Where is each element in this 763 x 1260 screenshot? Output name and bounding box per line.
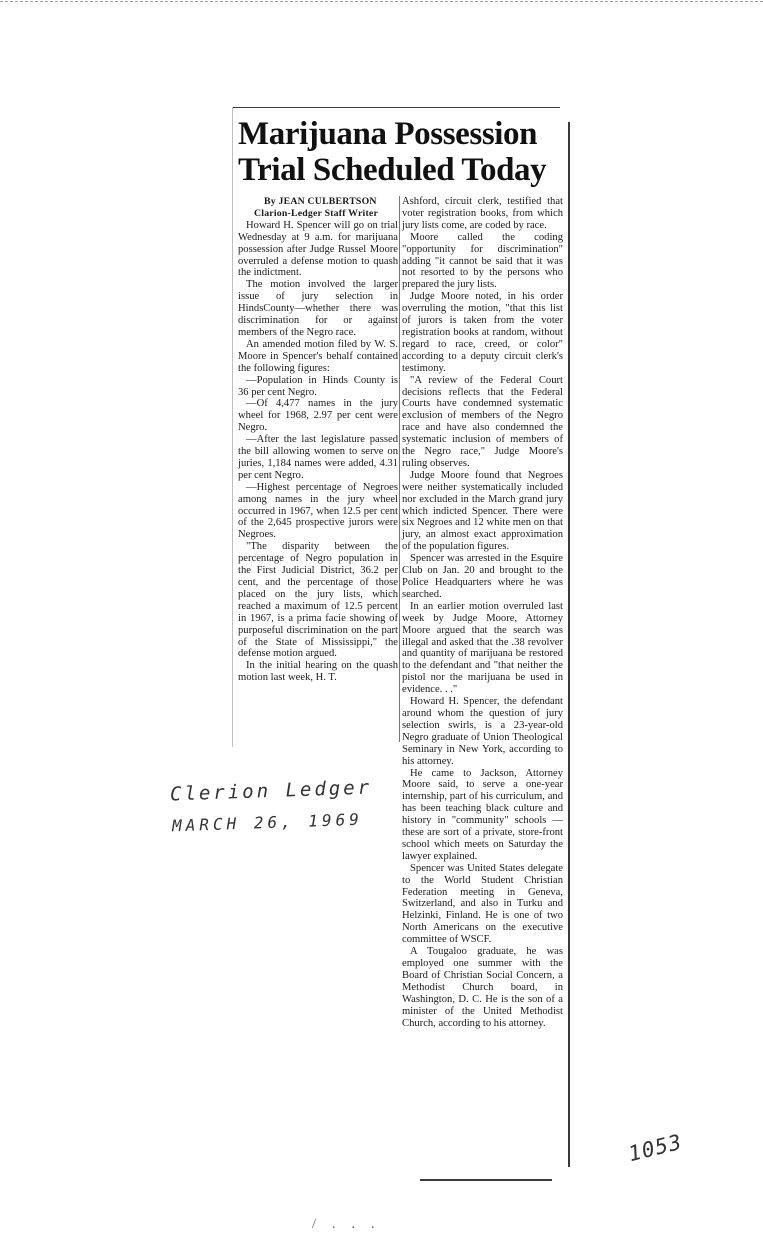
handwritten-date-note: MARCH 26, 1969 [171,809,364,836]
byline-role: Clarion-Ledger Staff Writer [254,207,379,219]
paragraph: A Tougaloo graduate, he was employed one summer with the Board of Christian Social Concern, a Methodist Church board, in Washington, D. C. He is the son of a minister of the United Methodist Church, according to his attorney. [402,946,563,1029]
paragraph: Judge Moore noted, in his order overruling the motion, "that this list of jurors is taken from the voter registration books at random, without regard to race, creed, or color" according to a deputy circuit clerk's testimony. [402,291,563,374]
paragraph: "The disparity between the percentage of Negro population in the First Judicial District, 36.2 per cent, and the percentage of those placed on the jury lists, which reached a maximum of 12.5 percent in 1967, is a prima facie showing of purposeful discrimination on the part of the State of Mississippi," the defense motion argued. [238,541,398,660]
paragraph: Howard H. Spencer, the defendant around whom the question of jury selection swirls, is a 23-year-old Negro graduate of Union Theological Seminary in New York, according to his attorney. [402,696,563,767]
paragraph: In an earlier motion overruled last week by Judge Moore, Attorney Moore argued that the search was illegal and asked that the .38 revolver and quantity of marijuana be restored to the defendant and "that neither the pistol nor the marijuana be used in evidence. . ." [402,600,563,696]
paragraph: Spencer was arrested in the Esquire Club on Jan. 20 and brought to the Police Headquarters where he was searched. [402,553,563,600]
paragraph: An amended motion filed by W. S. Moore in Spencer's behalf contained the following figures: [238,338,398,374]
article-column-left [238,196,398,684]
article-column-right [402,196,563,1029]
column-rule [399,196,400,742]
article-headline [238,116,558,188]
clipping-bottom-rule [420,1179,552,1181]
paragraph: In the initial hearing on the quash motion last week, H. T. [238,660,398,684]
paragraph: —Of 4,477 names in the jury wheel for 1968, 2.97 per cent were Negro. [238,398,398,434]
paragraph: The motion involved the larger issue of jury selection in HindsCounty—whether there was discrimination for or against members of the Negro race. [238,279,398,338]
handwritten-page-number: 1053 [625,1129,685,1167]
paragraph: Spencer was United States delegate to the World Student Christian Federation meeting in Geneva, Switzerland, and also in Turku and Helzinki, Finland. He is one of two North Americans on the executive committee of WSCF. [402,862,563,946]
clipping-left-edge [232,107,233,747]
clipping-top-rule [232,107,560,108]
paragraph: —Highest percentage of Negroes among names in the jury wheel occurred in 1967, when 12.5 per cent of the 2,645 prospective jurors were Negroes. [238,481,398,541]
byline-author: By JEAN CULBERTSON [264,196,377,207]
headline-line-1: Marijuana Possession [238,116,538,152]
scan-top-edge [0,1,763,2]
paragraph: Moore called the coding "opportunity for discrimination" adding "it cannot be said that it was not resorted to by the persons who prepared the jury lists. [402,231,563,291]
paragraph-continued: Ashford, circuit clerk, testified that voter registration books, from which jury lists come, are coded by race. [402,196,563,231]
stray-pencil-mark: / . . . [312,1216,381,1232]
paragraph: Judge Moore found that Negroes were neither systematically included nor excluded in the March grand jury which indicted Spencer. There were six Negroes and 12 white men on that jury, an almost exact approximation of the population figures. [402,469,563,553]
headline-line-2: Trial Scheduled Today [238,152,547,188]
paragraph: —After the last legislature passed the bill allowing women to serve on juries, 1,184 names were added, 4.31 per cent Negro. [238,434,398,481]
handwritten-source-note: Clerion Ledger [169,776,373,806]
paragraph: "A review of the Federal Court decisions reflects that the Federal Courts have condemned systematic exclusion of members of the Negro race and have also condemned the systematic inclusion of members of the Negro race," Judge Moore's ruling observes. [402,374,563,469]
paragraph: He came to Jackson, Attorney Moore said, to serve a one-year internship, part of his curriculum, and has been teaching black culture and history in "community" schools — these are sort of a private, store-front school which meets on Saturday the lawyer explained. [402,767,563,862]
clipping-right-edge [568,122,570,1167]
paragraph: Howard H. Spencer will go on trial Wednesday at 9 a.m. for marijuana possession after Judge Russel Moore overruled a defense motion to quash the indictment. [238,219,398,279]
paragraph: —Population in Hinds County is 36 per cent Negro. [238,374,398,398]
